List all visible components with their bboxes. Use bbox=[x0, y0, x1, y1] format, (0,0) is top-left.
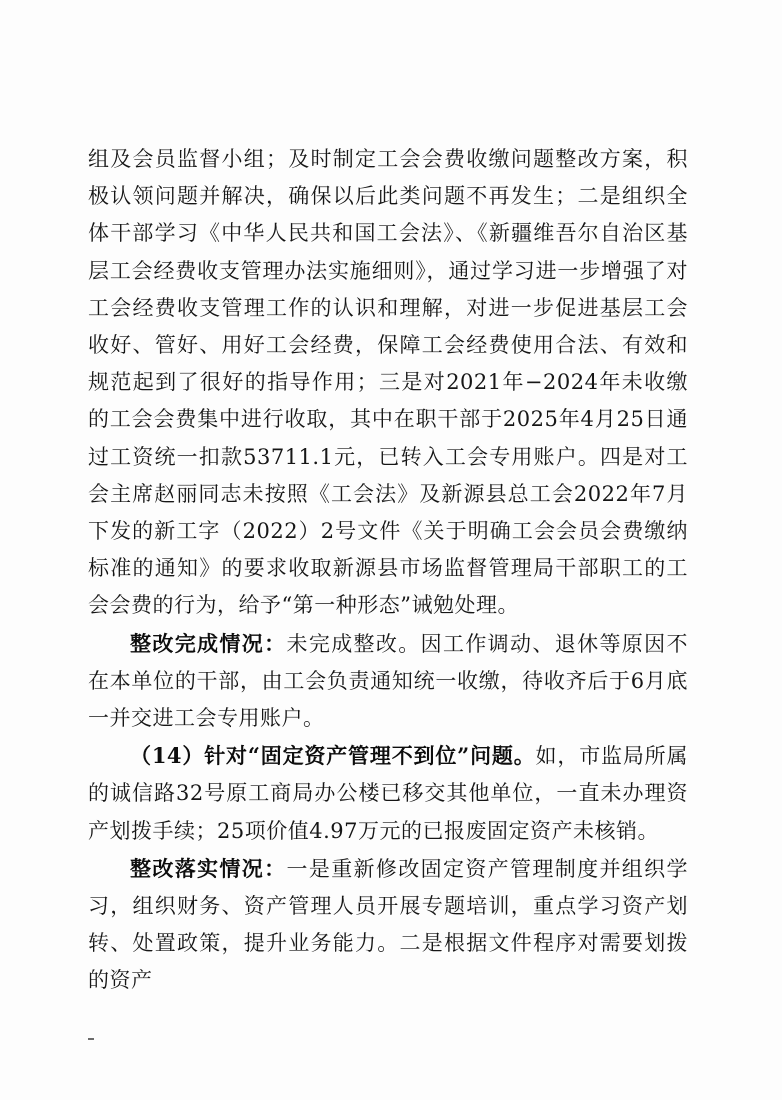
paragraph-text: 一是重新修改固定资产管理制度并组织学习，组织财务、资产管理人员开展专题培训，重点学习资产划转、处置政策，提升业务能力。二是根据文件程序对需要划拨的资产 bbox=[88, 856, 689, 993]
paragraph-text: 组及会员监督小组；及时制定工会会费收缴问题整改方案，积极认领问题并解决，确保以后此类问题不再发生；二是组织全体干部学习《中华人民共和国工会法》、《新疆维吾尔自治区基层工会经费收支管理办法实施细则》，通过学习进一步增强了对工会经费收支管理工作的认识和理解，对进一步促进基层工会收好、管好、用好工会经费，保障工会经费使用合法、有效和规范起到了很好的指导作用；三是对2021年−2024年未收缴的工会会费集中进行收取，其中在职干部于2025年4月25日通过工资统一扣款53711.1元，已转入工会专用账户。四是对工会主席赵丽同志未按照《工会法》及新源县总工会2022年7月下发的新工字（2022）2号文件《关于明确工会会员会费缴纳标准的通知》的要求收取新源县市场监督管理局干部职工的工会会费的行为，给予“第一种形态”诫勉处理。 bbox=[88, 147, 688, 618]
paragraph-p4 bbox=[88, 850, 688, 1000]
paragraph-lead: 整改完成情况： bbox=[130, 630, 287, 656]
paragraph-p1 bbox=[88, 141, 688, 625]
paragraph-p3 bbox=[88, 737, 688, 850]
paragraph-p2 bbox=[88, 625, 688, 738]
paragraph-lead: 整改落实情况： bbox=[130, 855, 287, 881]
paragraph-text: 如，市监局所属的诚信路32号原工商局办公楼已移交其他单位，一直未办理资产划拨手续；25项价值4.97万元的已报废固定资产未核销。 bbox=[88, 744, 688, 843]
paragraph-lead: （14）针对“固定资产管理不到位”问题。 bbox=[130, 743, 536, 769]
document-body bbox=[88, 141, 688, 1000]
paragraph-text: 未完成整改。因工作调动、退休等原因不在本单位的干部，由工会负责通知统一收缴，待收齐后于6月底一并交进工会专用账户。 bbox=[88, 631, 689, 731]
scan-mark bbox=[88, 1038, 94, 1040]
